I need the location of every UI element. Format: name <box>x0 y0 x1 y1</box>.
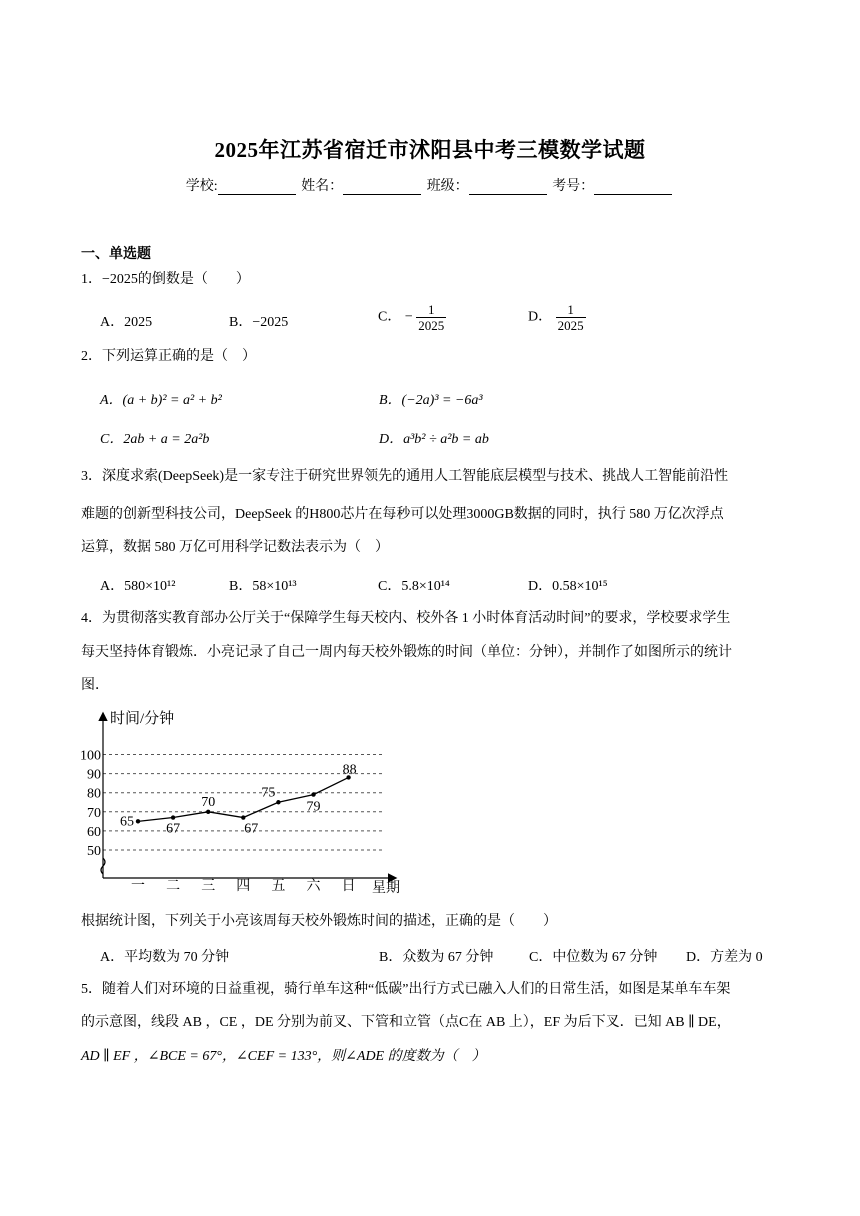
school-label: 学校: <box>185 179 218 194</box>
y-axis-title: 时间/分钟 <box>110 711 175 727</box>
q4-option-a: A．平均数为 70 分钟 <box>100 950 230 965</box>
question-3-line-2: 难题的创新型科技公司，DeepSeek 的H800芯片在每秒可以处理3000GB数据的同时，执行 580 万亿次浮点 <box>81 507 724 522</box>
exercise-time-line-chart <box>70 700 420 900</box>
q1-d-denominator: 2025 <box>557 318 584 333</box>
question-5-line-2: 的示意图，线段 AB ，CE ，DE 分别为前叉、下管和立管（点C在 AB 上），EF 为后下叉．已知 AB ∥ DE， <box>81 1015 731 1030</box>
section-heading: 一、单选题 <box>81 247 151 262</box>
school-blank[interactable] <box>218 180 296 195</box>
q1-c-numerator: 1 <box>428 302 435 317</box>
question-5-line-3: AD ∥ EF ，∠BCE = 67°，∠CEF = 133°，则∠ADE 的度数为（ ） <box>81 1049 486 1064</box>
exam-number-label: 考号： <box>552 179 595 194</box>
q3-option-c: C．5.8×10¹⁴ <box>378 579 450 594</box>
data-point <box>136 819 140 823</box>
student-info-line <box>0 175 860 195</box>
q2-option-d: D．a³b² ÷ a²b = ab <box>379 432 489 447</box>
data-label: 67 <box>244 821 259 837</box>
x-tick-label: 六 <box>306 879 321 894</box>
name-blank[interactable] <box>343 180 421 195</box>
x-tick-label: 日 <box>341 879 356 894</box>
x-tick-label: 一 <box>131 879 145 894</box>
q4-option-c: C．中位数为 67 分钟 <box>529 950 658 965</box>
data-point <box>171 815 175 819</box>
y-tick-label: 70 <box>87 805 101 821</box>
q1-c-denominator: 2025 <box>418 318 445 333</box>
question-4-line-1: 4．为贯彻落实教育部办公厅关于“保障学生每天校内、校外各 1 小时体育活动时间”的要求，学校要求学生 <box>81 611 731 626</box>
q2-option-a: A．(a + b)² = a² + b² <box>100 393 222 408</box>
q3-option-d: D．0.58×10¹⁵ <box>528 579 608 594</box>
q3-option-a: A．580×10¹² <box>100 579 176 594</box>
q1-option-d <box>528 302 586 333</box>
data-label: 88 <box>342 762 357 778</box>
q2-option-b: B．(−2a)³ = −6a³ <box>379 393 483 408</box>
q2-option-c: C．2ab + a = 2a²b <box>100 432 210 447</box>
y-tick-label: 60 <box>87 824 101 840</box>
q1-d-fraction <box>556 302 586 333</box>
x-tick-label: 三 <box>201 879 216 894</box>
q4-option-b: B．众数为 67 分钟 <box>379 950 494 965</box>
data-label: 79 <box>306 799 321 815</box>
y-tick-label: 90 <box>87 767 101 783</box>
q1-option-c <box>378 302 446 333</box>
q1-d-prefix: D． <box>528 309 553 325</box>
data-point <box>206 810 210 814</box>
data-label: 70 <box>201 794 216 810</box>
question-4-after-chart: 根据统计图，下列关于小亮该周每天校外锻炼时间的描述，正确的是（ ） <box>81 914 557 929</box>
question-3-line-1: 3．深度求索(DeepSeek)是一家专注于研究世界领先的通用人工智能底层模型与技术、挑战人工智能前沿性 <box>81 469 729 484</box>
q1-c-prefix: C． <box>378 309 402 325</box>
q1-d-numerator: 1 <box>567 302 574 317</box>
question-4-line-2: 每天坚持体育锻炼．小亮记录了自己一周内每天校外锻炼的时间（单位：分钟），并制作了如图所示的统计 <box>81 645 732 660</box>
q1-option-a: A．2025 <box>100 315 153 330</box>
y-tick-label: 80 <box>87 786 101 802</box>
question-1-stem: 1．−2025的倒数是（ ） <box>81 272 250 287</box>
x-tick-label: 五 <box>271 879 286 894</box>
y-tick-label: 50 <box>87 844 101 859</box>
x-tick-label: 四 <box>236 879 251 894</box>
class-label: 班级： <box>426 179 469 194</box>
x-axis-title: 星期 <box>372 881 400 896</box>
q1-c-sign: − <box>404 309 413 325</box>
y-tick-label: 100 <box>80 748 101 764</box>
q3-option-b: B．58×10¹³ <box>229 579 297 594</box>
question-2-stem: 2．下列运算正确的是（ ） <box>81 349 256 364</box>
data-point <box>241 815 245 819</box>
data-label: 67 <box>166 821 181 837</box>
exam-number-blank[interactable] <box>594 180 672 195</box>
question-4-line-3: 图． <box>81 678 109 693</box>
data-point <box>311 792 315 796</box>
exam-title: 2025年江苏省宿迁市沭阳县中考三模数学试题 <box>214 138 646 162</box>
data-label: 65 <box>120 814 134 830</box>
data-point <box>276 800 280 804</box>
x-tick-label: 二 <box>166 879 181 894</box>
q1-c-fraction <box>416 302 446 333</box>
question-3-line-3: 运算，数据 580 万亿可用科学记数法表示为（ ） <box>81 540 389 555</box>
question-5-line-1: 5．随着人们对环境的日益重视，骑行单车这种“低碳”出行方式已融入人们的日常生活，如图是某单车车架 <box>81 982 731 997</box>
data-label: 75 <box>261 785 276 801</box>
class-blank[interactable] <box>469 180 547 195</box>
q1-option-b: B．−2025 <box>229 315 289 330</box>
q4-option-d: D．方差为 0 <box>686 950 763 965</box>
name-label: 姓名： <box>301 179 344 194</box>
